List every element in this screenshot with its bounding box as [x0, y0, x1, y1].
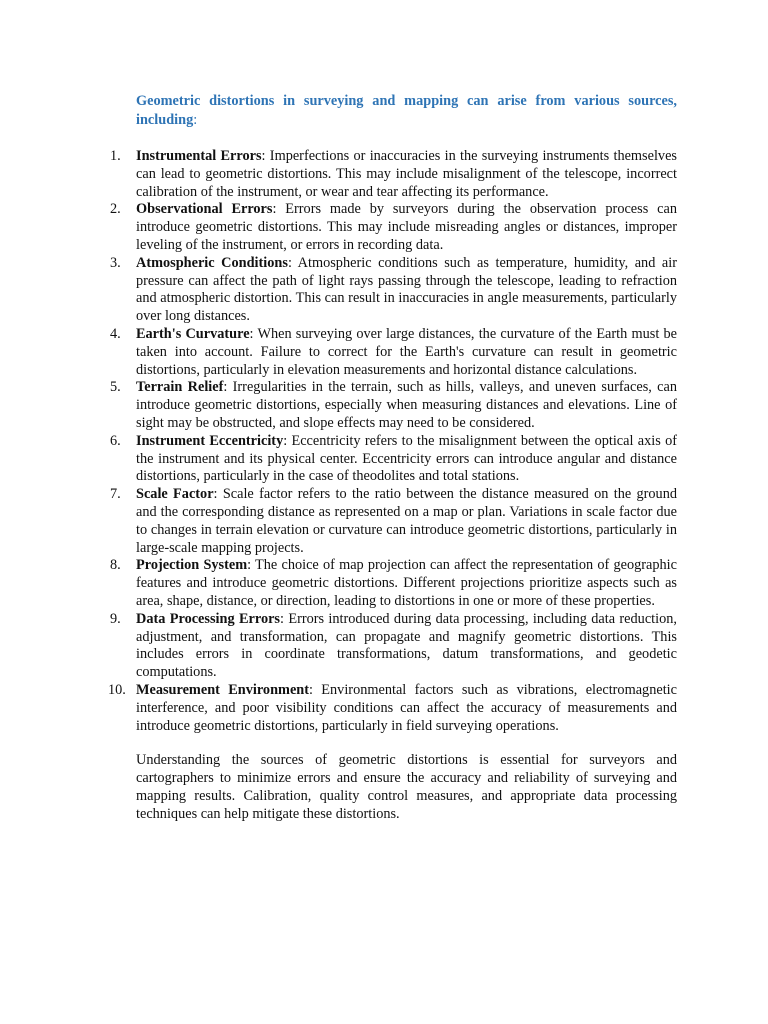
item-number: 1.: [110, 148, 121, 164]
item-text: : Errors introduced during data processing, including data reduction, adjustment, and transformation, can propagate and magnify geometric distortions. This includes errors in coordinate transformations, datum transformations, and geodetic computations.: [136, 610, 677, 681]
item-number: 6.: [110, 432, 121, 449]
item-number: 3.: [110, 254, 121, 271]
item-term: Projection System: [136, 557, 248, 574]
item-term: Data Processing Errors: [136, 610, 280, 627]
list-item: [108, 681, 677, 735]
list-item: [110, 201, 677, 254]
item-term: Atmospheric Conditions: [136, 254, 288, 271]
item-text: : Atmospheric conditions such as temperature, humidity, and air pressure can affect the path of light rays passing through the telescope, leading to refraction and atmospheric distortion. This can result in inaccuracies in angle measurements, particularly over long distances.: [136, 254, 677, 325]
item-text: : Irregularities in the terrain, such as hills, valleys, and uneven surfaces, can introduce geometric distortions, especially when measuring distances and elevations. Line of sight may be obstructed, and slope effects may need to be considered.: [136, 379, 677, 431]
item-number: 7.: [110, 486, 121, 503]
item-term: Measurement Environment: [136, 681, 309, 698]
list-item: [110, 254, 677, 326]
list-item: [110, 148, 677, 201]
intro-heading: [136, 92, 677, 129]
list-item: [110, 557, 678, 610]
intro-text: Geometric distortions in surveying and mapping can arise from various sources, including: [136, 93, 677, 128]
item-text: : Scale factor refers to the ratio between the distance measured on the ground and the corresponding distance as represented on a map or plan. Variations in scale factor due to changes in terrain elevation or curvature can introduce geometric distortions, particularly in large-scale mapping projects.: [136, 486, 677, 556]
item-term: Scale Factor: [136, 486, 214, 503]
item-term: Instrumental Errors: [136, 148, 262, 164]
item-number: 5.: [110, 379, 121, 396]
document-page: [108, 92, 678, 823]
item-term: Terrain Relief: [136, 379, 224, 396]
item-number: 8.: [110, 557, 121, 574]
item-text: : Errors made by surveyors during the observation process can introduce geometric distortions. This may include misreading angles or distances, improper leveling of the instrument, or errors in recording data.: [136, 201, 677, 253]
distortion-source-list: [108, 148, 678, 735]
item-number: 4.: [110, 325, 121, 342]
closing-paragraph: Understanding the sources of geometric distortions is essential for surveyors and cartographers to minimize errors and ensure the accuracy and reliability of surveying and mapping results. Calibration, quality control measures, and appropriate data processing techniques can help mitigate these distortions.: [136, 752, 677, 822]
list-item: [110, 432, 677, 486]
list-item: [110, 379, 677, 432]
list-item: [110, 486, 677, 557]
item-text: : When surveying over large distances, the curvature of the Earth must be taken into account. Failure to correct for the Earth's curvature can result in geometric distortions, particularly in elevation measurements and horizontal distance calculations.: [136, 325, 677, 378]
item-text: : Eccentricity refers to the misalignment between the optical axis of the instrument and its physical center. Eccentricity errors can introduce angular and distance distortions, particularly in the case of theodolites and total stations.: [136, 432, 677, 485]
item-text: : The choice of map projection can affect the representation of geographic features and introduce geometric distortions. Different projections prioritize aspects such as area, shape, distance, or direction, leading to distortions in one or more of these properties.: [136, 557, 678, 609]
item-number: 10.: [108, 681, 126, 698]
item-number: 2.: [110, 201, 121, 218]
item-text: : Environmental factors such as vibrations, electromagnetic interference, and poor visibility conditions can affect the accuracy of measurements and introduce geometric distortions, particularly in field surveying operations.: [136, 681, 677, 734]
list-item: [110, 325, 677, 379]
list-item: [110, 610, 677, 682]
item-term: Earth's Curvature: [136, 325, 250, 342]
intro-colon: :: [193, 111, 198, 128]
item-text: : Imperfections or inaccuracies in the surveying instruments themselves can lead to geometric distortions. This may include misalignment of the telescope, incorrect calibration of the instrument, or wear and tear affecting its performance.: [136, 148, 677, 200]
item-term: Instrument Eccentricity: [136, 432, 284, 449]
item-term: Observational Errors: [136, 201, 273, 218]
item-number: 9.: [110, 610, 121, 627]
